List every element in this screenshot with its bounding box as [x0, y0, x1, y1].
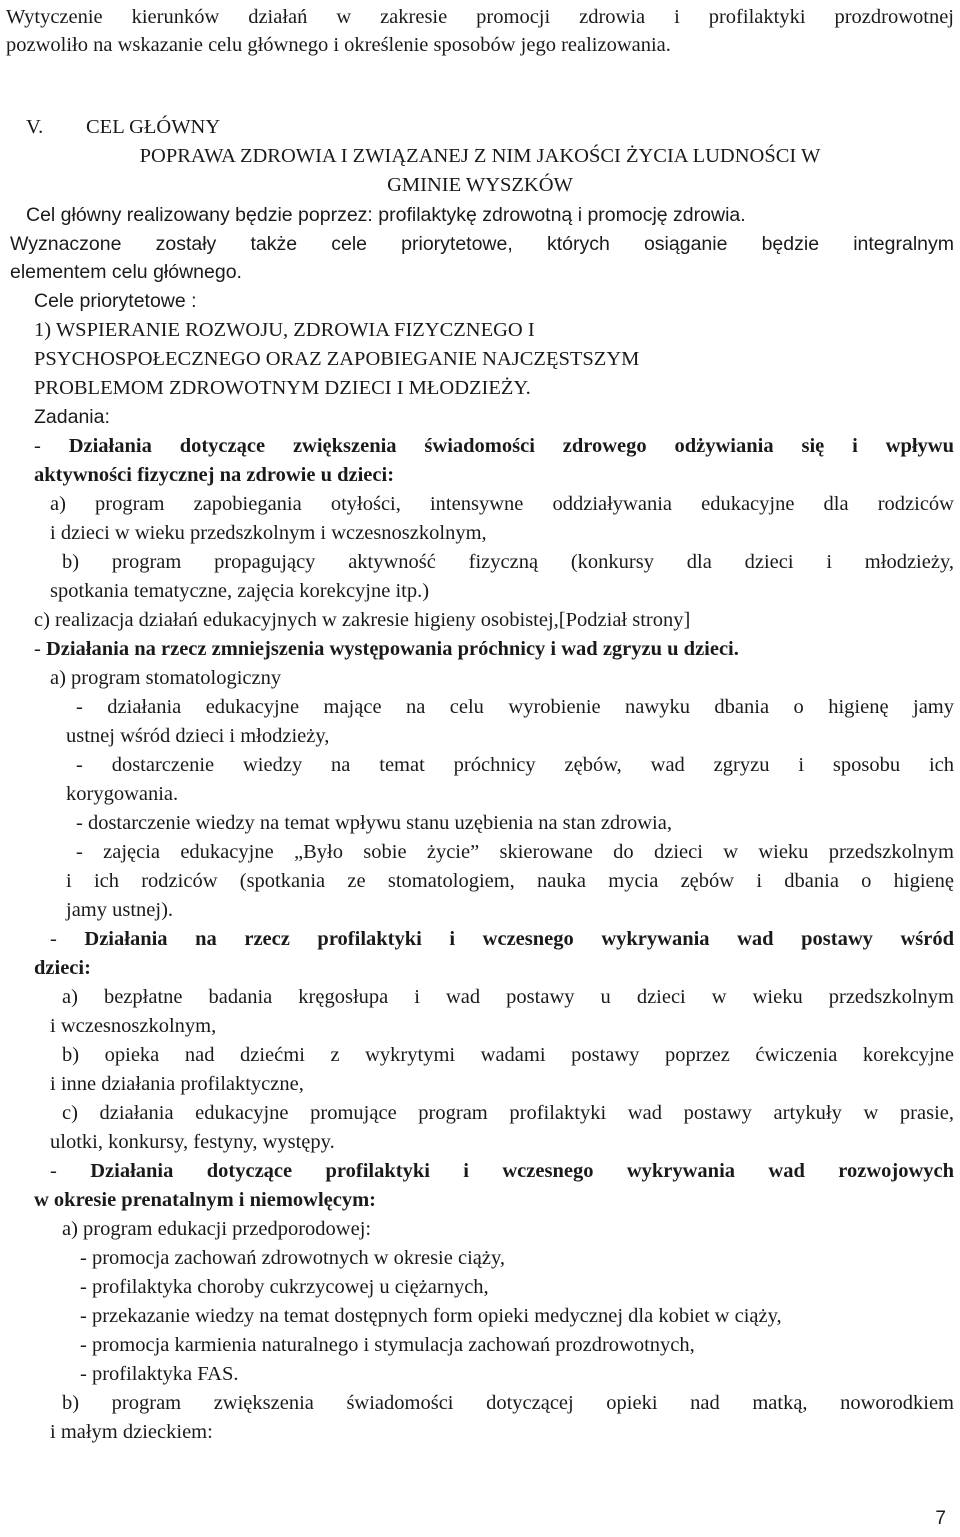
section-heading: CEL GŁÓWNY	[86, 116, 221, 138]
task-2-sub-1-line-2: ustnej wśród dzieci i młodzieży,	[66, 725, 330, 747]
task-3-title-line-1: - Działania na rzecz profilaktyki i wczesnego wykrywania wad postawy wśród	[50, 928, 955, 950]
priority-1-line-3: PROBLEMOM ZDROWOTNYM DZIECI I MŁODZIEŻY.	[34, 377, 531, 399]
task-3-item-a-line-1: a) bezpłatne badania kręgosłupa i wad postawy u dzieci w wieku przedszkolnym	[62, 986, 954, 1008]
priority-1-line-2: PSYCHOSPOŁECZNEGO ORAZ ZAPOBIEGANIE NAJCZĘSTSZYM	[34, 348, 640, 370]
task-4-sub-5: - profilaktyka FAS.	[80, 1363, 239, 1385]
task-2-sub-4-line-1: - zajęcia edukacyjne „Było sobie życie” skierowane do dzieci w wieku przedszkolnym	[76, 841, 954, 863]
intro-line-1: Wytyczenie kierunków działań w zakresie promocji zdrowia i profilaktyki prozdrowotnej	[6, 6, 954, 28]
task-2-sub-4-line-3: jamy ustnej).	[66, 899, 174, 921]
task-3-item-c-line-1: c) działania edukacyjne promujące program profilaktyki wad postawy artykuły w prasie,	[62, 1102, 954, 1124]
priority-1-line-1: 1) WSPIERANIE ROZWOJU, ZDROWIA FIZYCZNEGO I	[34, 319, 535, 341]
task-1-title-line-2: aktywności fizycznej na zdrowie u dzieci:	[34, 464, 395, 486]
tasks-label: Zadania:	[34, 406, 110, 428]
task-4-item-b-line-1: b) program zwiększenia świadomości dotyczącej opieki nad matką, noworodkiem	[62, 1392, 954, 1414]
task-3-item-b-line-2: i inne działania profilaktyczne,	[50, 1073, 304, 1095]
task-1-item-a-line-2: i dzieci w wieku przedszkolnym i wczesnoszkolnym,	[50, 522, 487, 544]
intro-line-2: pozwoliło na wskazanie celu głównego i określenie sposobów jego realizowania.	[6, 34, 671, 56]
task-2-sub-2-line-1: - dostarczenie wiedzy na temat próchnicy zębów, wad zgryzu i sposobu ich	[76, 754, 954, 776]
task-1-title-line-1: - Działania dotyczące zwiększenia świadomości zdrowego odżywiania się i wpływu	[34, 435, 955, 457]
task-1-item-c-line-1: c) realizacja działań edukacyjnych w zakresie higieny osobistej,[Podział strony]	[34, 609, 691, 631]
task-1-item-b-line-2: spotkania tematyczne, zajęcia korekcyjne itp.)	[50, 580, 430, 602]
task-4-item-a-label: a) program edukacji przedporodowej:	[62, 1218, 372, 1240]
section-title-line-1: POPRAWA ZDROWIA I ZWIĄZANEJ Z NIM JAKOŚCI ŻYCIA LUDNOŚCI W	[139, 145, 821, 167]
task-2-title: - Działania na rzecz zmniejszenia występowania próchnicy i wad zgryzu u dzieci.	[34, 638, 739, 660]
task-4-sub-3: - przekazanie wiedzy na temat dostępnych form opieki medycznej dla kobiet w ciąży,	[80, 1305, 782, 1327]
task-1-item-b-line-1: b) program propagujący aktywność fizyczną (konkursy dla dzieci i młodzieży,	[62, 551, 954, 573]
task-2-item-a-label: a) program stomatologiczny	[50, 667, 282, 689]
section-number: V.	[26, 116, 44, 138]
page-number: 7	[935, 1508, 946, 1529]
main-goal-line-2: Wyznaczone zostały także cele priorytetowe, których osiąganie będzie integralnym	[10, 233, 954, 255]
task-2-sub-2-line-2: korygowania.	[66, 783, 179, 805]
task-4-title-line-1: - Działania dotyczące profilaktyki i wczesnego wykrywania wad rozwojowych	[50, 1160, 955, 1182]
task-2-sub-3-line-1: - dostarczenie wiedzy na temat wpływu stanu uzębienia na stan zdrowia,	[76, 812, 672, 834]
main-goal-line-3: elementem celu głównego.	[10, 261, 242, 283]
task-4-sub-4: - promocja karmienia naturalnego i stymulacja zachowań prozdrowotnych,	[80, 1334, 695, 1356]
task-4-sub-1: - promocja zachowań zdrowotnych w okresie ciąży,	[80, 1247, 506, 1269]
task-1-item-a-line-1: a) program zapobiegania otyłości, intensywne oddziaływania edukacyjne dla rodziców	[50, 493, 954, 515]
section-title-line-2: GMINIE WYSZKÓW	[387, 174, 573, 196]
task-3-item-b-line-1: b) opieka nad dziećmi z wykrytymi wadami postawy poprzez ćwiczenia korekcyjne	[62, 1044, 954, 1066]
task-4-title-line-2: w okresie prenatalnym i niemowlęcym:	[34, 1189, 377, 1211]
priorities-label: Cele priorytetowe :	[34, 290, 197, 312]
task-3-item-a-line-2: i wczesnoszkolnym,	[50, 1015, 217, 1037]
task-4-sub-2: - profilaktyka choroby cukrzycowej u ciężarnych,	[80, 1276, 489, 1298]
task-3-title-line-2: dzieci:	[34, 957, 91, 979]
task-2-sub-4-line-2: i ich rodziców (spotkania ze stomatologiem, nauka mycia zębów i dbania o higienę	[66, 870, 954, 892]
task-2-sub-1-line-1: - działania edukacyjne mające na celu wyrobienie nawyku dbania o higienę jamy	[76, 696, 954, 718]
main-goal-line-1: Cel główny realizowany będzie poprzez: profilaktykę zdrowotną i promocję zdrowia.	[26, 204, 746, 226]
task-3-item-c-line-2: ulotki, konkursy, festyny, występy.	[50, 1131, 335, 1153]
task-4-item-b-line-2: i małym dzieckiem:	[50, 1421, 213, 1443]
